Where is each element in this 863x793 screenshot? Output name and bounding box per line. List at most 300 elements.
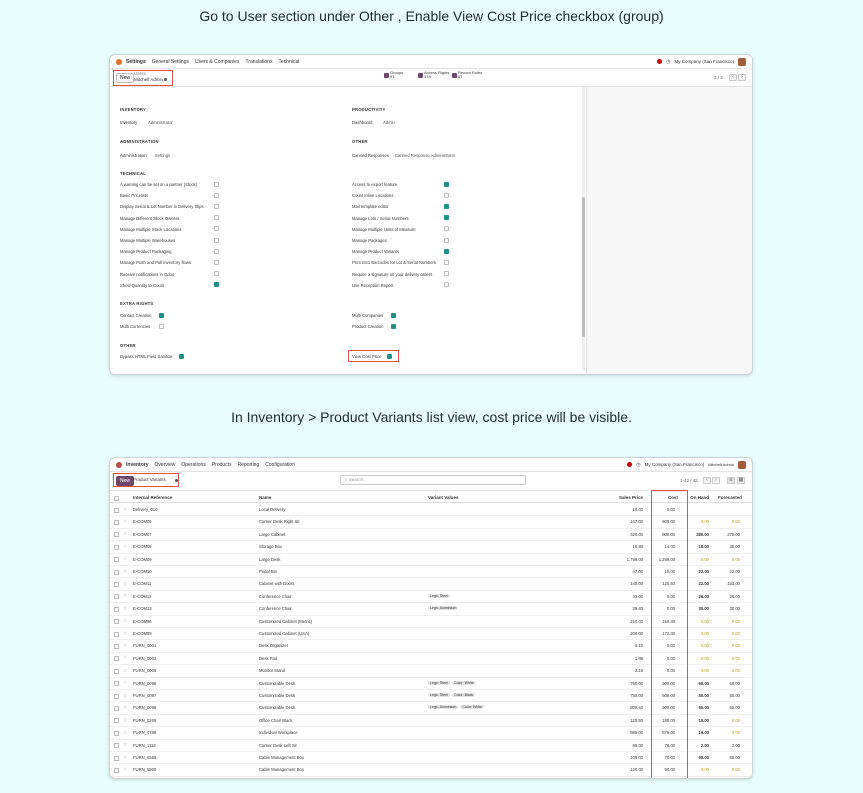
cell-variant-values (428, 605, 460, 610)
cell-forecasted: 0.00 (731, 730, 740, 736)
cell-cost: 876.00 (662, 730, 675, 736)
nav-item-products[interactable]: Products (211, 461, 232, 468)
cell-name: Cable Management Box (259, 755, 304, 760)
tech-checkbox-show-quantity-to-count[interactable] (214, 282, 219, 287)
star-icon[interactable]: ☆ (123, 754, 128, 761)
nav-item-overview[interactable]: Overview (154, 461, 176, 468)
cell-on-hand: 90.00 (698, 755, 709, 760)
star-icon[interactable]: ☆ (123, 630, 128, 637)
cell-sales-price: 15.80 (632, 544, 643, 550)
control-panel (110, 69, 752, 87)
cell-forecasted: 55.00 (729, 705, 740, 711)
star-icon[interactable]: ☆ (123, 593, 128, 600)
tech-checkbox-a-warning-can-be-set-on-a-partner-stock[interactable] (214, 182, 219, 187)
cell-cost: 90.00 (664, 767, 675, 773)
cell-internal-reference: FURN_0098 (133, 705, 157, 711)
systray (627, 461, 752, 469)
systray (657, 58, 752, 66)
cell-internal-reference: FURN_0269 (133, 717, 157, 723)
row-checkbox[interactable] (114, 582, 119, 587)
cell-variant-values (428, 704, 486, 709)
next-icon[interactable]: › (712, 477, 720, 484)
tech-label-manage-multiple-warehouses: Manage Multiple Warehouses (120, 238, 176, 243)
tech-label-mail-template-editor: Mail template editor (352, 204, 389, 210)
tech-checkbox-display-serial-lot-number-in-delivery-slips[interactable] (214, 204, 219, 209)
row-checkbox[interactable] (114, 706, 119, 711)
cell-variant-values (428, 680, 478, 685)
cell-forecasted: 0.00 (731, 717, 740, 723)
cell-forecasted: 30.00 (729, 544, 740, 550)
variant-tag: Legs: Aluminium (430, 606, 457, 611)
cell-name: Conference Chair (259, 606, 292, 612)
row-checkbox[interactable] (114, 532, 119, 537)
clock-icon[interactable]: ◷ (636, 461, 641, 468)
cell-cost: 78.00 (664, 742, 675, 748)
tech-label-display-serial-lot-number-in-delivery-slips: Display Serial & Lot Number in Delivery Slips (120, 204, 204, 210)
cell-forecasted: 0.00 (731, 556, 740, 562)
col-cost[interactable]: Cost (668, 495, 678, 500)
cell-sales-price: 1,799.00 (626, 556, 643, 562)
cell-forecasted: 0.00 (731, 668, 740, 674)
col-name[interactable]: Name (259, 495, 272, 500)
caption-inventory: In Inventory > Product Variants list view, cost price will be visible. (231, 409, 632, 425)
stat-icon (384, 73, 389, 78)
stat-label: Access Rights (424, 70, 450, 75)
cell-internal-reference: FURN_0002 (133, 655, 157, 661)
row-checkbox[interactable] (114, 768, 119, 773)
cell-forecasted: 30.00 (729, 606, 740, 612)
stat-label: Record Rules (458, 70, 483, 75)
stat-text (458, 71, 482, 79)
nav-item-reporting[interactable]: Reporting (237, 461, 260, 468)
star-icon[interactable]: ☆ (123, 729, 128, 736)
cell-forecasted: 2.00 (731, 742, 740, 748)
cell-sales-price: 33.00 (632, 593, 643, 599)
cell-forecasted: 270.00 (727, 531, 740, 537)
tech-label-show-quantity-to-count: Show Quantity to Count (120, 282, 165, 288)
star-icon[interactable]: ☆ (123, 704, 128, 711)
cell-internal-reference: E-COM09 (133, 556, 152, 562)
cell-internal-reference: E-COM12 (133, 593, 152, 599)
app-logo-icon (116, 59, 122, 65)
pager: 1-42 / 42 (680, 478, 698, 483)
cell-sales-price: 320.00 (630, 531, 643, 537)
cell-cost: 120.50 (662, 581, 675, 587)
star-icon[interactable]: ☆ (123, 531, 128, 538)
row-checkbox[interactable] (114, 557, 119, 562)
variant-tag: Color: White (462, 705, 483, 710)
cell-internal-reference: E-COM11 (133, 581, 152, 587)
cell-cost: 600.00 (662, 519, 675, 525)
user-name: Mitchell Admin (708, 462, 734, 467)
cell-cost: 800.00 (662, 531, 675, 537)
cell-sales-price: 200.00 (630, 631, 643, 636)
stat-text (424, 71, 449, 79)
nav-item-settings[interactable]: Settings (126, 58, 146, 65)
cell-internal-reference: E-COM99 (133, 631, 152, 636)
cell-name: Customizable Desk (259, 705, 296, 711)
cell-cost: 0.00 (666, 606, 675, 612)
star-icon[interactable]: ☆ (123, 667, 128, 674)
cell-cost: 0.00 (666, 643, 675, 649)
app-logo-icon (116, 462, 122, 468)
tech-label-count-inline-locations: Count Inline Locations (352, 193, 394, 199)
tech-label-manage-push-and-pull-inventory-flows: Manage Push and Pull inventory flows (120, 260, 191, 266)
cell-internal-reference: FURN_0001 (133, 643, 157, 649)
stat-button-access-rights[interactable] (418, 71, 449, 79)
cell-internal-reference: FURN_1118 (133, 742, 156, 748)
chatter-area (586, 87, 753, 374)
cell-on-hand: 0.00 (700, 631, 709, 636)
chat-icon[interactable] (657, 59, 662, 64)
avatar[interactable] (738, 58, 746, 66)
highlight-box-cost-column (651, 490, 688, 779)
other-right-section-title: OTHER (352, 139, 368, 144)
cell-sales-price: 800.40 (630, 705, 643, 711)
tech-label-basic-pricelists: Basic Pricelists (120, 193, 149, 199)
star-icon[interactable]: ☆ (123, 642, 128, 649)
tech-checkbox-manage-multiple-warehouses[interactable] (214, 238, 219, 243)
tech-label-manage-different-stock-owners: Manage Different Stock Owners (120, 215, 180, 221)
cell-on-hand: 0.00 (700, 655, 709, 661)
highlight-box-view-cost-price (348, 350, 399, 362)
company-switcher[interactable]: My Company (San Francisco) (674, 59, 734, 64)
star-icon[interactable]: ☆ (123, 655, 128, 662)
highlight-box-title (113, 473, 179, 487)
tech-checkbox-manage-lots-serial-numbers[interactable] (444, 215, 449, 220)
tech-checkbox-manage-product-packaging[interactable] (214, 249, 219, 254)
row-checkbox[interactable] (114, 718, 119, 723)
nav-item-inventory[interactable]: Inventory (126, 461, 149, 468)
cell-on-hand: 22.00 (698, 569, 709, 574)
settings-navbar (110, 55, 752, 69)
star-icon[interactable]: ☆ (123, 618, 128, 625)
tech-label-a-warning-can-be-set-on-a-partner-stock: A warning can be set on a partner (Stock) (120, 182, 198, 187)
cell-internal-reference: E-COM07 (133, 531, 152, 537)
clock-icon[interactable]: ◷ (666, 58, 671, 65)
col-internal-reference[interactable]: Internal Reference (133, 495, 173, 500)
row-checkbox[interactable] (114, 656, 119, 661)
col-sales-price[interactable]: Sales Price (618, 495, 643, 500)
row-checkbox[interactable] (114, 681, 119, 686)
cell-cost: 0.00 (666, 668, 675, 674)
new-button[interactable]: New (116, 73, 134, 83)
cell-on-hand: 0.00 (700, 519, 709, 525)
stat-value: 87 (458, 74, 463, 79)
cell-internal-reference: E-COM96 (133, 618, 152, 624)
cell-name: Customized Cabinet (Metric) (259, 618, 313, 624)
variant-tag: Legs: Steel (430, 680, 448, 685)
prev-icon[interactable]: ‹ (729, 74, 737, 81)
cell-cost: 14.00 (664, 544, 675, 550)
next-icon[interactable]: › (738, 74, 746, 81)
cell-name: Customizable Desk (259, 680, 296, 686)
cell-cost: 70.00 (664, 755, 675, 760)
cell-forecasted: 0.00 (731, 519, 740, 525)
tech-checkbox-manage-packages[interactable] (444, 238, 449, 243)
cell-on-hand: 22.00 (698, 581, 709, 587)
tech-checkbox-access-to-export-feature[interactable] (444, 182, 449, 187)
cell-cost: 500.00 (662, 693, 675, 698)
stat-icon (452, 73, 457, 78)
cell-variant-values (428, 593, 452, 598)
row-checkbox[interactable] (114, 594, 119, 599)
cell-cost: 150.30 (662, 618, 675, 624)
page-title: Product Variants (133, 477, 166, 482)
extra-checkbox-multi-companies[interactable] (391, 313, 396, 318)
company-switcher[interactable]: My Company (San Francisco) (644, 462, 705, 467)
cell-sales-price: 1.98 (634, 655, 643, 661)
cell-cost: 0.00 (666, 507, 675, 512)
dashboard-value[interactable]: Admin (383, 120, 395, 125)
cell-on-hand: 55.00 (698, 705, 709, 711)
breadcrumb-current: Mitchell Admin (134, 77, 164, 82)
new-button[interactable]: New (116, 476, 134, 486)
stat-button-record-rules[interactable] (452, 71, 482, 79)
nav-item-general-settings[interactable]: General Settings (151, 58, 189, 65)
tech-label-manage-lots-serial-numbers: Manage Lots / Serial Numbers (352, 215, 409, 221)
cell-on-hand: 26.00 (698, 593, 709, 599)
cell-name: Storage Box (259, 544, 283, 550)
cell-forecasted: 153.00 (727, 581, 740, 587)
tech-checkbox-require-a-signature-on-your-delivery-orders[interactable] (444, 271, 449, 276)
cell-variant-values (428, 692, 477, 697)
cell-name: Corner Desk Left Sit (259, 742, 297, 748)
variant-tag: Legs: Steel (430, 693, 448, 697)
tech-checkbox-manage-push-and-pull-inventory-flows[interactable] (214, 260, 219, 265)
kanban-view-icon[interactable]: ▦ (738, 477, 744, 483)
search-icon: ⌕ (345, 477, 349, 482)
cell-name: Conference Chair (259, 593, 292, 599)
stat-label: Groups (390, 70, 404, 75)
cell-on-hand: 0.00 (700, 767, 709, 773)
star-icon[interactable]: ☆ (123, 605, 128, 612)
productivity-section-title: PRODUCTIVITY (352, 107, 386, 112)
star-icon[interactable]: ☆ (123, 568, 128, 575)
tech-label-manage-product-packaging: Manage Product Packaging (120, 249, 172, 255)
cell-sales-price: 39.40 (632, 606, 643, 612)
cell-on-hand: 0.00 (700, 556, 709, 562)
cell-name: Customizable Desk (259, 693, 296, 698)
star-icon[interactable]: ☆ (123, 692, 128, 699)
highlight-box-new (113, 70, 173, 86)
cell-cost: 0.00 (666, 655, 675, 661)
cell-on-hand: 10.00 (698, 717, 709, 723)
extra-label-multi-companies: Multi Companies (352, 313, 384, 318)
extra-label-multi-currencies: Multi Currencies (120, 324, 151, 330)
cell-internal-reference: FURN_5800 (133, 767, 157, 773)
cell-on-hand: 0.00 (700, 618, 709, 624)
cell-internal-reference: Delivery_010 (133, 507, 158, 512)
tech-checkbox-count-inline-locations[interactable] (444, 193, 449, 198)
tech-checkbox-basic-pricelists[interactable] (214, 193, 219, 198)
cell-internal-reference: E-COM13 (133, 606, 152, 612)
tech-checkbox-print-gs1-barcodes-for-lot-serial-numbers[interactable] (444, 260, 449, 265)
row-checkbox[interactable] (114, 520, 119, 525)
star-icon[interactable]: ☆ (123, 518, 128, 525)
tech-label-manage-product-variants: Manage Product Variants (352, 249, 399, 255)
col-forecasted[interactable]: Forecasted (717, 495, 742, 500)
cell-name: Monitor Stand (259, 668, 286, 674)
list-view-icon[interactable]: ≡ (727, 477, 735, 484)
tech-checkbox-use-reception-report[interactable] (444, 282, 449, 287)
cell-name: Desk Organizer (259, 643, 289, 649)
cell-forecasted: 50.00 (729, 693, 740, 698)
cell-name: Individual Workplace (259, 730, 298, 736)
inventory-value[interactable]: Administrator (148, 120, 173, 125)
row-checkbox[interactable] (114, 644, 119, 649)
extra-checkbox-multi-currencies[interactable] (159, 324, 164, 329)
row-checkbox[interactable] (114, 545, 119, 550)
nav-item-technical[interactable]: Technical (278, 58, 300, 65)
cell-internal-reference: FURN_5555 (133, 755, 157, 760)
cell-forecasted: 0.00 (731, 631, 740, 636)
cell-sales-price: 85.00 (632, 742, 643, 748)
tech-label-access-to-export-feature: Access to export feature (352, 182, 398, 187)
extra-label-contact-creation: Contact Creation (120, 313, 152, 318)
product-variants-screenshot (109, 457, 753, 779)
tech-checkbox-mail-template-editor[interactable] (444, 204, 449, 209)
variant-tag: Color: Black (453, 693, 474, 697)
scrollbar[interactable] (582, 87, 585, 370)
canned-responses-value[interactable]: Canned Response Administrator (395, 153, 456, 158)
cell-sales-price: 47.00 (632, 569, 643, 574)
cell-cost: 500.00 (662, 680, 675, 686)
inventory-label: Inventory (120, 120, 138, 125)
tech-label-require-a-signature-on-your-delivery-orders: Require a signature on your delivery orders (352, 271, 433, 277)
extra-checkbox-product-creation[interactable] (391, 324, 396, 329)
stat-icon (418, 73, 423, 78)
cell-forecasted: 26.00 (729, 593, 740, 599)
stat-button-groups[interactable] (384, 71, 403, 79)
nav-item-translations[interactable]: Translations (245, 58, 273, 65)
extra-checkbox-contact-creation[interactable] (159, 313, 164, 318)
col-on-hand[interactable]: On Hand (690, 495, 709, 500)
administration-value[interactable]: Settings (155, 153, 171, 158)
tech-label-manage-multiple-units-of-measure: Manage Multiple Units of Measure (352, 226, 416, 232)
row-checkbox[interactable] (114, 694, 119, 699)
user-form-screenshot (109, 54, 753, 375)
variant-tag: Color: White (453, 680, 474, 685)
variant-tag: Legs: Aluminium (430, 705, 457, 710)
star-icon[interactable]: ☆ (123, 742, 128, 749)
row-checkbox[interactable] (114, 508, 119, 513)
cell-cost: 500.00 (662, 705, 675, 711)
star-icon[interactable]: ☆ (123, 556, 128, 563)
row-checkbox[interactable] (114, 743, 119, 748)
stat-value: 378 (424, 74, 431, 79)
tech-checkbox-manage-different-stock-owners[interactable] (214, 215, 219, 220)
cell-name: Local Delivery (259, 507, 286, 512)
cell-sales-price: 210.00 (630, 618, 643, 624)
star-icon[interactable]: ☆ (123, 580, 128, 587)
cell-on-hand: 60.00 (698, 680, 709, 686)
col-variant-values[interactable]: Variant Values (428, 495, 459, 500)
cell-forecasted: 0.00 (731, 655, 740, 661)
star-icon[interactable]: ☆ (123, 766, 128, 773)
row-checkbox[interactable] (114, 607, 119, 612)
star-icon[interactable]: ☆ (123, 680, 128, 687)
cell-sales-price: 750.00 (630, 693, 643, 698)
cell-sales-price: 120.50 (630, 717, 643, 723)
cell-internal-reference: FURN_0006 (133, 668, 157, 674)
cell-name: Cable Management Box (259, 767, 304, 773)
pager: 2 / 2 (714, 75, 723, 80)
star-icon[interactable]: ☆ (123, 717, 128, 724)
cell-name: Large Desk (259, 556, 281, 562)
star-icon[interactable]: ☆ (123, 506, 128, 513)
cell-forecasted: 90.00 (729, 755, 740, 760)
dashboard-label: Dashboard (352, 120, 373, 125)
tech-checkbox-manage-product-variants[interactable] (444, 249, 449, 254)
nav-item-users-companies[interactable]: Users & Companies (194, 58, 240, 65)
tech-checkbox-manage-multiple-stock-locations[interactable] (214, 226, 219, 231)
cell-forecasted: 0.00 (731, 767, 740, 773)
cell-internal-reference: E-COM08 (133, 544, 152, 550)
other-section-title: OTHER (120, 343, 136, 348)
inventory-navbar (110, 458, 752, 472)
row-checkbox[interactable] (114, 619, 119, 624)
cell-on-hand: 50.00 (698, 693, 709, 698)
chat-icon[interactable] (627, 462, 632, 467)
nav-item-configuration[interactable]: Configuration (265, 461, 295, 468)
extra-rights-section-title: EXTRA RIGHTS (120, 301, 154, 306)
row-checkbox[interactable] (114, 756, 119, 761)
cell-name: Pedal Bin (259, 569, 277, 574)
avatar[interactable] (738, 461, 746, 469)
cell-name: Customized Cabinet (USA) (259, 631, 310, 636)
row-checkbox[interactable] (114, 570, 119, 575)
star-icon[interactable]: ☆ (123, 543, 128, 550)
cell-sales-price: 120.00 (630, 767, 643, 773)
cell-forecasted: 0.00 (731, 618, 740, 624)
other-checkbox-bypass-html-field-sanitize[interactable] (179, 354, 184, 359)
row-checkbox[interactable] (114, 731, 119, 736)
cell-on-hand: 2.00 (700, 742, 709, 748)
control-panel (110, 472, 752, 491)
tech-label-print-gs1-barcodes-for-lot-serial-numbers: Print GS1 Barcodes for Lot & Serial Numbers (352, 260, 437, 266)
cell-internal-reference: E-COM06 (133, 519, 152, 525)
variant-tag: Legs: Steel (430, 593, 448, 598)
canned-responses-label: Canned Responses (352, 153, 389, 158)
administration-section-title: ADMINISTRATION (120, 139, 159, 144)
tech-checkbox-receive-notifications-in-odoo[interactable] (214, 271, 219, 276)
nav-item-operations[interactable]: Operations (181, 461, 206, 468)
tech-checkbox-manage-multiple-units-of-measure[interactable] (444, 226, 449, 231)
breadcrumb-parent[interactable]: Users (134, 71, 146, 76)
cell-sales-price: 10.00 (632, 507, 643, 512)
cell-forecasted: 60.00 (729, 680, 740, 686)
cell-sales-price: 140.00 (630, 581, 643, 587)
cell-internal-reference: FURN_0097 (133, 693, 157, 698)
prev-icon[interactable]: ‹ (703, 477, 711, 484)
cell-internal-reference: FURN_0789 (133, 730, 157, 736)
cell-on-hand: 280.00 (696, 531, 709, 537)
cell-sales-price: 100.00 (630, 755, 643, 760)
cell-sales-price: 750.00 (630, 680, 643, 686)
search-input[interactable]: ⌕ Search... (340, 475, 526, 485)
technical-section-title: TECHNICAL (120, 171, 146, 176)
cell-sales-price: 5.10 (634, 643, 643, 649)
inventory-section-title: INVENTORY (120, 107, 146, 112)
caption-settings: Go to User section under Other , Enable View Cost Price checkbox (group) (199, 8, 664, 24)
row-checkbox[interactable] (114, 669, 119, 674)
cell-name: Corner Desk Right Sit (259, 519, 300, 525)
row-checkbox[interactable] (114, 632, 119, 637)
stat-text (390, 71, 403, 79)
stat-value: 91 (390, 74, 395, 79)
select-all-checkbox[interactable] (114, 496, 119, 501)
